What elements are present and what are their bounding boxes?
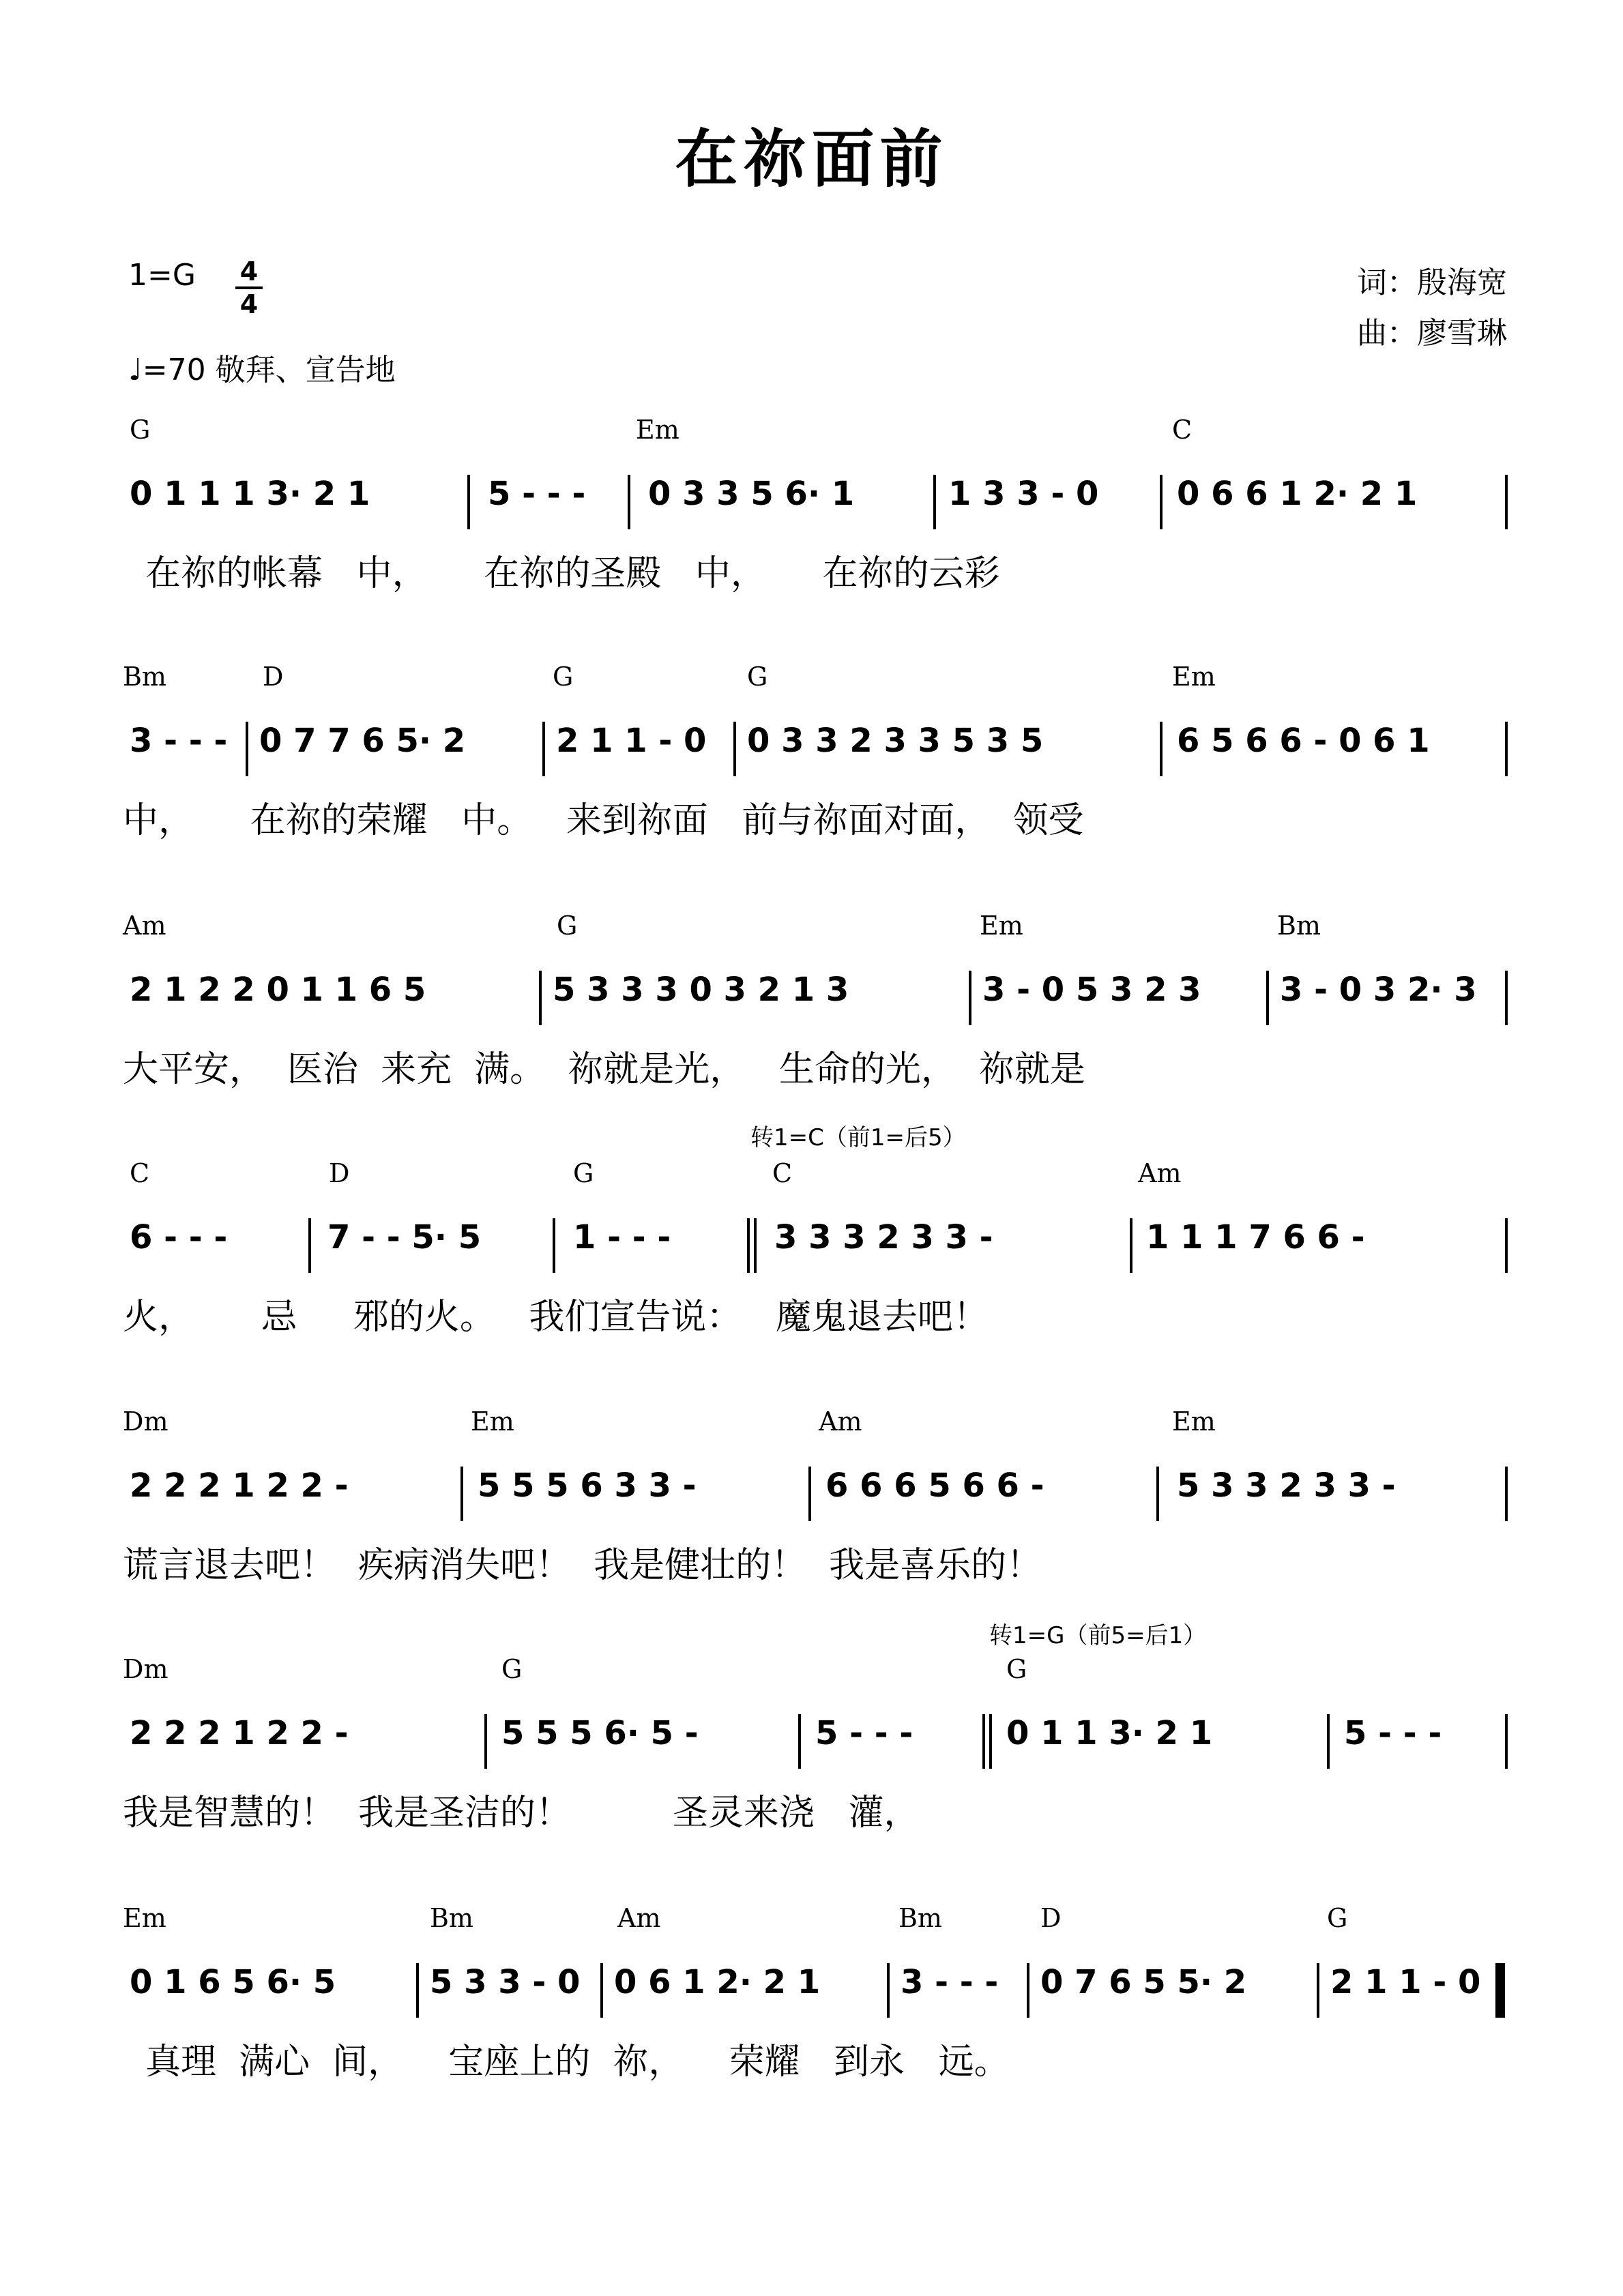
- chord: Am: [123, 911, 166, 941]
- chord: G: [557, 911, 578, 941]
- score-system-6: [123, 1654, 1508, 1834]
- measure: 5 3 3 - 0: [430, 1963, 581, 2001]
- score-system-7: [123, 1903, 1508, 2080]
- measure: 6 5 6 6 - 0 6 1: [1177, 722, 1430, 760]
- measure: 2 1 1 - 0: [1330, 1963, 1481, 2001]
- chord: C: [1172, 415, 1193, 445]
- lyricist: 词：殷海宽: [1357, 265, 1507, 300]
- chord: Dm: [123, 1654, 169, 1684]
- lyrics-line: 大平安， 医治 来充 满。 祢就是光， 生命的光， 祢就是: [123, 1049, 1085, 1090]
- measure: 3 - - -: [901, 1963, 999, 2001]
- measure: 2 1 2 2 0 1 1 6 5: [130, 971, 426, 1009]
- measure: 0 6 1 2· 2 1: [614, 1963, 821, 2001]
- modulation-2: 转1=G（前5=后1）: [989, 1622, 1207, 1649]
- measure: 0 1 6 5 6· 5: [130, 1963, 336, 2001]
- chord: C: [130, 1158, 150, 1188]
- composer: 曲：廖雪琳: [1357, 316, 1507, 351]
- measure: 1 3 3 - 0: [948, 475, 1099, 513]
- chord: G: [501, 1654, 523, 1684]
- score-system-5: [123, 1407, 1508, 1584]
- score-system-4: [123, 1158, 1508, 1336]
- chord: Em: [636, 415, 679, 445]
- lyrics-line: 中， 在祢的荣耀 中。 来到祢面 前与祢面对面， 领受: [123, 800, 1084, 841]
- measure: 0 7 7 6 5· 2: [259, 722, 466, 760]
- chord: Dm: [123, 1407, 169, 1437]
- chord: D: [329, 1158, 350, 1188]
- measure: 5 - - -: [815, 1714, 913, 1752]
- tempo-marking: ♩=70 敬拜、宣告地: [128, 353, 396, 387]
- measure: 0 1 1 1 3· 2 1: [130, 475, 370, 513]
- measure: 2 2 2 1 2 2 -: [130, 1714, 349, 1752]
- lyrics-line: 谎言退去吧！ 疾病消失吧！ 我是健壮的！ 我是喜乐的！: [123, 1545, 1042, 1586]
- measure: 5 3 3 2 3 3 -: [1177, 1467, 1396, 1505]
- measure: 3 - 0 5 3 2 3: [982, 971, 1201, 1009]
- chord: Em: [123, 1903, 166, 1933]
- key-signature: 1=G: [128, 258, 196, 293]
- measure: 6 6 6 5 6 6 -: [825, 1467, 1044, 1505]
- measure: 6 - - -: [130, 1218, 228, 1256]
- chord: Bm: [898, 1903, 942, 1933]
- chord: D: [1040, 1903, 1062, 1933]
- measure: 5 3 3 3 0 3 2 1 3: [553, 971, 849, 1009]
- chord: Em: [1172, 662, 1216, 692]
- measure: 5 5 5 6· 5 -: [501, 1714, 699, 1752]
- measure: 0 6 6 1 2· 2 1: [1177, 475, 1418, 513]
- page-title: 在祢面前: [675, 123, 948, 196]
- measure: 0 3 3 2 3 3 5 3 5: [747, 722, 1044, 760]
- chord: Bm: [430, 1903, 473, 1933]
- measure: 7 - - 5· 5: [327, 1218, 482, 1256]
- chord: G: [130, 415, 151, 445]
- chord: G: [573, 1158, 594, 1188]
- chord: Em: [1172, 1407, 1216, 1437]
- lyrics-line: 火， 忌 邪的火。 我们宣告说： 魔鬼退去吧！: [123, 1297, 989, 1338]
- chord: D: [263, 662, 284, 692]
- chord: G: [1327, 1903, 1348, 1933]
- lyrics-line: 在祢的帐幕 中， 在祢的圣殿 中， 在祢的云彩: [123, 553, 1000, 594]
- measure: 5 - - -: [488, 475, 586, 513]
- lyrics-line: 我是智慧的！ 我是圣洁的！ 圣灵来浇 灌，: [123, 1793, 920, 1834]
- time-signature-bottom: 4: [239, 289, 259, 319]
- modulation-1: 转1=C（前1=后5）: [750, 1124, 966, 1151]
- measure: 0 3 3 5 6· 1: [648, 475, 855, 513]
- measure: 2 1 1 - 0: [556, 722, 707, 760]
- time-signature: [235, 258, 263, 318]
- time-signature-top: 4: [239, 256, 259, 286]
- chord: G: [553, 662, 574, 692]
- chord: C: [772, 1158, 793, 1188]
- measure: 3 - 0 3 2· 3: [1280, 971, 1477, 1009]
- chord: Am: [617, 1903, 661, 1933]
- chord: G: [1006, 1654, 1027, 1684]
- score-system-2: [123, 662, 1508, 839]
- chord: Am: [1138, 1158, 1182, 1188]
- measure: 1 1 1 7 6 6 -: [1146, 1218, 1365, 1256]
- score-system-3: [123, 911, 1508, 1088]
- measure: 3 - - -: [130, 722, 228, 760]
- measure: 1 - - -: [573, 1218, 671, 1256]
- credits: [1357, 258, 1507, 359]
- chord: Bm: [123, 662, 166, 692]
- measure: 3 3 3 2 3 3 -: [774, 1218, 993, 1256]
- measure: 0 1 1 3· 2 1: [1006, 1714, 1213, 1752]
- lyrics-line: 真理 满心 间， 宝座上的 祢， 荣耀 到永 远。: [123, 2042, 1010, 2082]
- measure: 5 - - -: [1344, 1714, 1442, 1752]
- chord: Em: [980, 911, 1023, 941]
- chord: Em: [471, 1407, 514, 1437]
- measure: 0 7 6 5 5· 2: [1040, 1963, 1247, 2001]
- chord: Am: [819, 1407, 862, 1437]
- measure: 2 2 2 1 2 2 -: [130, 1467, 349, 1505]
- chord: G: [747, 662, 768, 692]
- score-system-1: [123, 415, 1508, 592]
- measure: 5 5 5 6 3 3 -: [478, 1467, 697, 1505]
- chord: Bm: [1277, 911, 1321, 941]
